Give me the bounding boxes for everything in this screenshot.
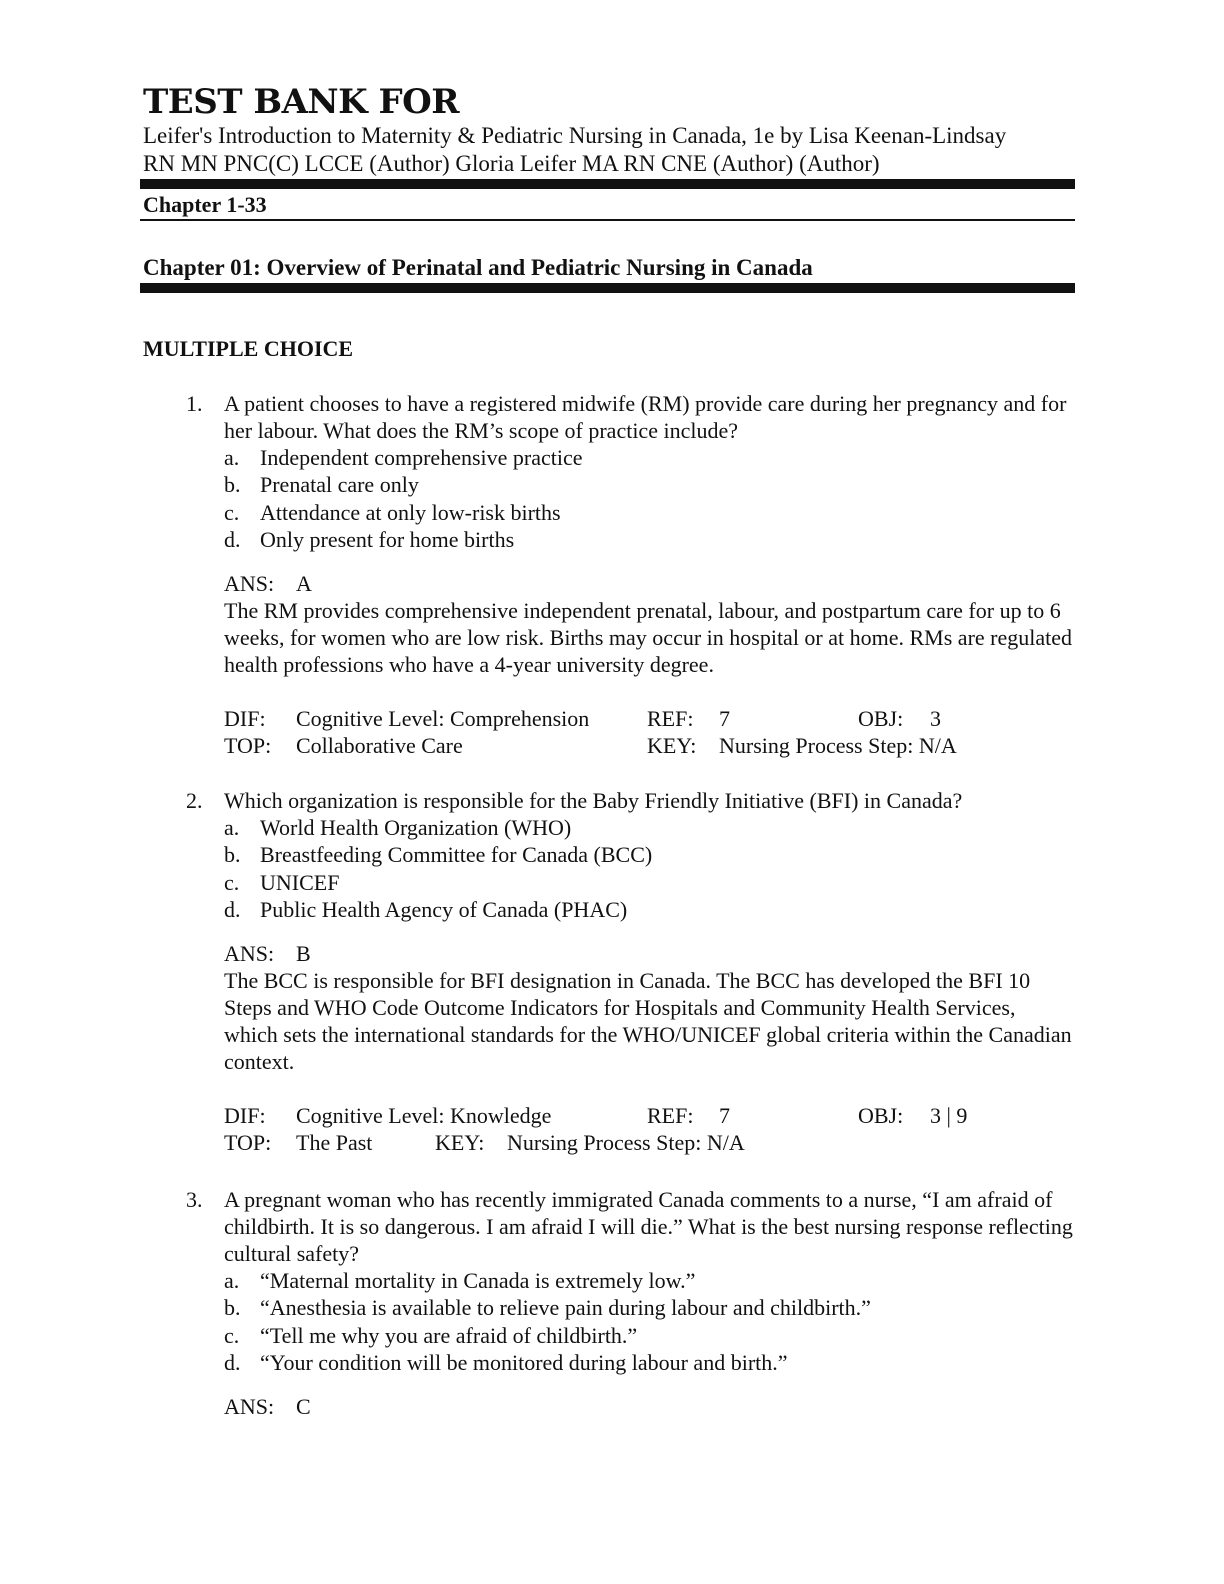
option-item [224, 444, 1086, 471]
obj-value: 3 | 9 [930, 1103, 968, 1129]
header-thick-rule [140, 179, 1075, 189]
option-item [224, 526, 1086, 553]
question-stem: A pregnant woman who has recently immigrated Canada comments to a nurse, “I am afraid of childbirth. It is so dangerous. I am afraid I will die.” What is the best nursing response reflecting cultural safety? [224, 1187, 1073, 1266]
ref-label: REF: [647, 706, 694, 732]
option-list [224, 814, 1086, 923]
option-letter: c. [224, 499, 240, 525]
question-number: 2. [186, 788, 203, 813]
obj-label: OBJ: [858, 706, 904, 732]
option-item [224, 869, 1086, 896]
option-letter: d. [224, 1349, 241, 1375]
answer-rationale: The RM provides comprehensive independent prenatal, labour, and postpartum care for up to 6 weeks, for women who are low risk. Births may occur in hospital or at home. RMs are regulated health professions who have a 4-year university degree. [224, 598, 1073, 678]
option-text: Attendance at only low-risk births [260, 499, 561, 525]
answer-value: A [296, 571, 312, 597]
option-letter: b. [224, 1295, 241, 1321]
book-title-line-1: Leifer's Introduction to Maternity & Pediatric Nursing in Canada, 1e by Lisa Keenan-Lindsay [143, 123, 1007, 148]
answer-rationale: The BCC is responsible for BFI designation in Canada. The BCC has developed the BFI 10 Steps and WHO Code Outcome Indicators for Hospitals and Community Health Services, which sets the international standards for the WHO/UNICEF global criteria within the Canadian context. [224, 968, 1072, 1075]
ref-value: 7 [719, 1103, 730, 1129]
dif-label: DIF: [224, 706, 266, 732]
question-metadata [224, 1102, 1086, 1156]
option-item [224, 1322, 1086, 1349]
option-item [224, 471, 1086, 498]
option-text: “Anesthesia is available to relieve pain during labour and childbirth.” [260, 1295, 871, 1321]
key-value: Nursing Process Step: N/A [507, 1130, 745, 1156]
book-title [143, 122, 1073, 178]
dif-value: Cognitive Level: Comprehension [296, 706, 590, 732]
key-label: KEY: [647, 733, 697, 759]
option-list [224, 444, 1086, 553]
option-text: “Your condition will be monitored during labour and birth.” [260, 1349, 788, 1375]
option-letter: d. [224, 526, 241, 552]
answer-line [224, 570, 1086, 597]
answer-label: ANS: [224, 1394, 275, 1420]
option-text: Public Health Agency of Canada (PHAC) [260, 896, 628, 922]
option-item [224, 1267, 1086, 1294]
chapter-range: Chapter 1-33 [143, 192, 267, 217]
option-text: Independent comprehensive practice [260, 445, 583, 470]
section-heading: MULTIPLE CHOICE [143, 336, 354, 361]
brand-heading: TEST BANK FOR [143, 82, 460, 122]
question-2 [186, 787, 1086, 1156]
option-item [224, 1294, 1086, 1321]
top-label: TOP: [224, 733, 272, 759]
option-item [224, 896, 1086, 923]
question-metadata [224, 705, 1086, 759]
answer-line [224, 940, 1086, 967]
header-thin-rule [140, 219, 1075, 221]
question-number: 3. [186, 1187, 203, 1212]
question-stem: Which organization is responsible for the Baby Friendly Initiative (BFI) in Canada? [224, 788, 963, 813]
obj-label: OBJ: [858, 1103, 904, 1129]
answer-line [224, 1393, 1086, 1420]
option-letter: c. [224, 869, 240, 895]
option-text: Only present for home births [260, 526, 515, 552]
option-letter: c. [224, 1322, 240, 1348]
answer-label: ANS: [224, 571, 275, 597]
option-text: Prenatal care only [260, 472, 419, 498]
chapter-title-rule [140, 283, 1075, 293]
option-text: World Health Organization (WHO) [260, 815, 572, 840]
dif-label: DIF: [224, 1103, 266, 1129]
option-item [224, 499, 1086, 526]
key-label: KEY: [435, 1130, 485, 1156]
option-letter: d. [224, 896, 241, 922]
question-number: 1. [186, 391, 203, 416]
key-value: Nursing Process Step: N/A [719, 733, 957, 759]
answer-value: C [296, 1394, 311, 1420]
chapter-title: Chapter 01: Overview of Perinatal and Pediatric Nursing in Canada [143, 255, 813, 280]
option-item [224, 841, 1086, 868]
top-label: TOP: [224, 1130, 272, 1156]
option-item [224, 1349, 1086, 1376]
question-1 [186, 390, 1086, 759]
answer-value: B [296, 941, 311, 967]
option-letter: b. [224, 472, 241, 498]
option-letter: a. [224, 815, 240, 840]
option-letter: a. [224, 1268, 240, 1293]
option-item [224, 814, 1086, 841]
option-letter: a. [224, 445, 240, 470]
top-value: Collaborative Care [296, 733, 463, 759]
dif-value: Cognitive Level: Knowledge [296, 1103, 552, 1129]
answer-label: ANS: [224, 941, 275, 967]
option-text: “Maternal mortality in Canada is extremely low.” [260, 1268, 696, 1293]
question-stem: A patient chooses to have a registered midwife (RM) provide care during her pregnancy and for her labour. What does the RM’s scope of practice include? [224, 391, 1067, 443]
top-value: The Past [296, 1130, 373, 1156]
option-text: “Tell me why you are afraid of childbirth.” [260, 1322, 638, 1348]
option-text: Breastfeeding Committee for Canada (BCC) [260, 842, 653, 868]
option-list [224, 1267, 1086, 1376]
question-3 [186, 1186, 1086, 1420]
ref-label: REF: [647, 1103, 694, 1129]
ref-value: 7 [719, 706, 730, 732]
option-letter: b. [224, 842, 241, 868]
book-title-line-2: RN MN PNC(C) LCCE (Author) Gloria Leifer MA RN CNE (Author) (Author) [143, 151, 880, 176]
obj-value: 3 [930, 706, 941, 732]
option-text: UNICEF [260, 869, 340, 895]
